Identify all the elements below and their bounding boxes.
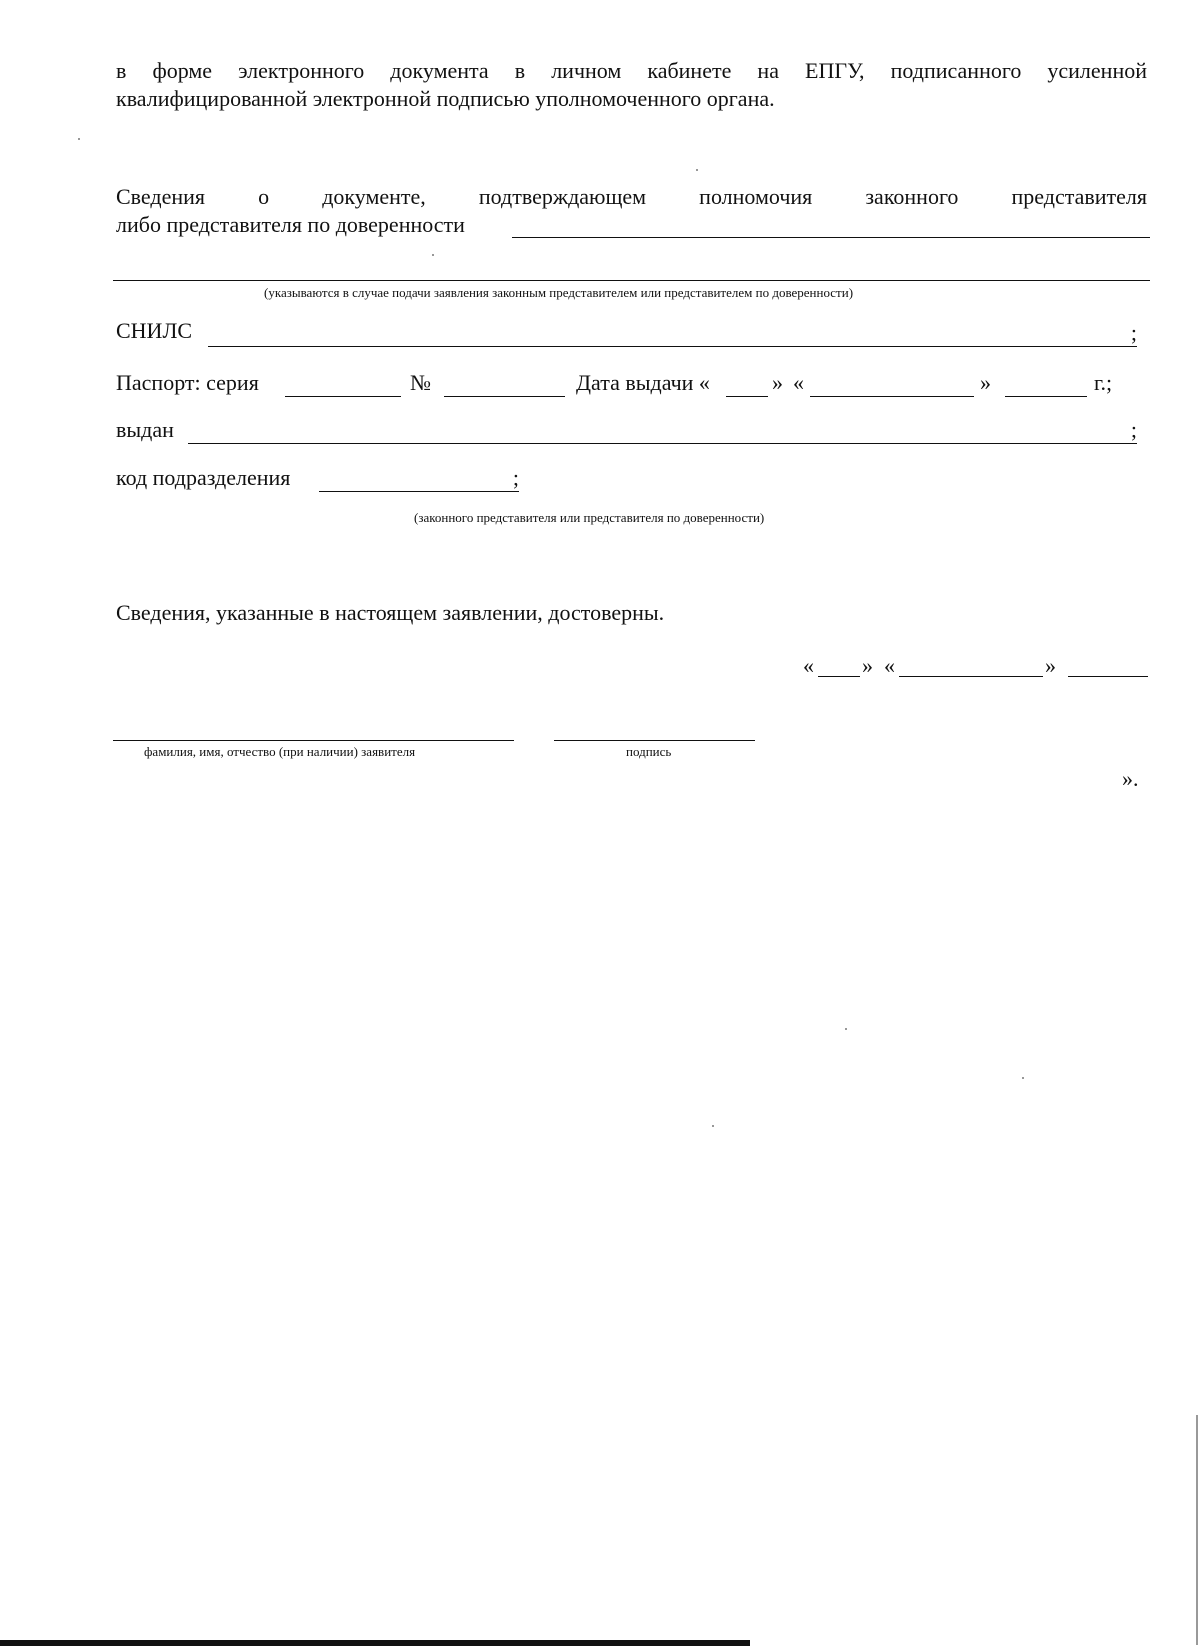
- passport-number-label: №: [410, 370, 431, 395]
- applicant-name-field[interactable]: [113, 740, 514, 741]
- representative-line-1: Сведения о документе, подтверждающем полномочия законного представителя: [116, 184, 1147, 209]
- representative-document-field[interactable]: [512, 237, 1150, 238]
- passport-month-field[interactable]: [810, 396, 974, 397]
- scan-speck: [845, 1028, 847, 1030]
- passport-month-close: »: [980, 370, 991, 395]
- division-field[interactable]: [319, 465, 519, 492]
- signature-field[interactable]: [554, 740, 755, 741]
- snils-label: СНИЛС: [116, 318, 193, 343]
- confirmation-month-close: »: [1045, 653, 1056, 678]
- passport-day-close: »: [772, 370, 783, 395]
- issued-label: выдан: [116, 417, 174, 442]
- passport-series-field[interactable]: [285, 396, 401, 397]
- confirmation-year-field[interactable]: [1068, 676, 1148, 677]
- applicant-name-caption: фамилия, имя, отчество (при наличии) заявителя: [144, 744, 416, 759]
- scan-speck: [78, 138, 80, 140]
- snils-field[interactable]: [208, 320, 1137, 347]
- representative-document-field-continued[interactable]: [113, 280, 1150, 281]
- passport-day-field[interactable]: [726, 396, 768, 397]
- confirmation-day-field[interactable]: [818, 676, 860, 677]
- scan-speck: [1022, 1077, 1024, 1079]
- scan-edge-right: [1196, 1415, 1198, 1645]
- snils-end: ;: [1130, 320, 1137, 345]
- passport-series-label: Паспорт: серия: [116, 370, 259, 395]
- confirmation-month-field[interactable]: [899, 676, 1043, 677]
- representative-note: (указываются в случае подачи заявления законным представителем или представителем по доверенности): [264, 285, 854, 300]
- passport-month-open: «: [793, 370, 804, 395]
- representative-line-2: либо представителя по доверенности: [116, 212, 465, 237]
- issued-end: ;: [1130, 417, 1137, 442]
- confirmation-text: Сведения, указанные в настоящем заявлении, достоверны.: [116, 600, 665, 625]
- intro-line-2: квалифицированной электронной подписью уполномоченного органа.: [116, 86, 775, 111]
- division-note: (законного представителя или представителя по доверенности): [414, 510, 765, 525]
- scan-speck: [432, 254, 434, 256]
- scan-speck: [712, 1125, 714, 1127]
- scan-edge-bottom: [0, 1640, 750, 1646]
- division-end: ;: [512, 465, 519, 490]
- scan-speck: [696, 169, 698, 171]
- confirmation-day-open: «: [803, 653, 814, 678]
- passport-date-label: Дата выдачи «: [576, 370, 710, 395]
- signature-closing: ».: [1122, 766, 1139, 791]
- division-label: код подразделения: [116, 465, 291, 490]
- confirmation-month-open: «: [884, 653, 895, 678]
- signature-caption: подпись: [626, 744, 672, 759]
- passport-number-field[interactable]: [444, 396, 565, 397]
- passport-year-end: г.;: [1094, 370, 1113, 395]
- intro-line-1: в форме электронного документа в личном кабинете на ЕПГУ, подписанного усиленной: [116, 58, 1147, 83]
- issued-field[interactable]: [188, 417, 1137, 444]
- passport-year-field[interactable]: [1005, 396, 1087, 397]
- confirmation-day-close: »: [862, 653, 873, 678]
